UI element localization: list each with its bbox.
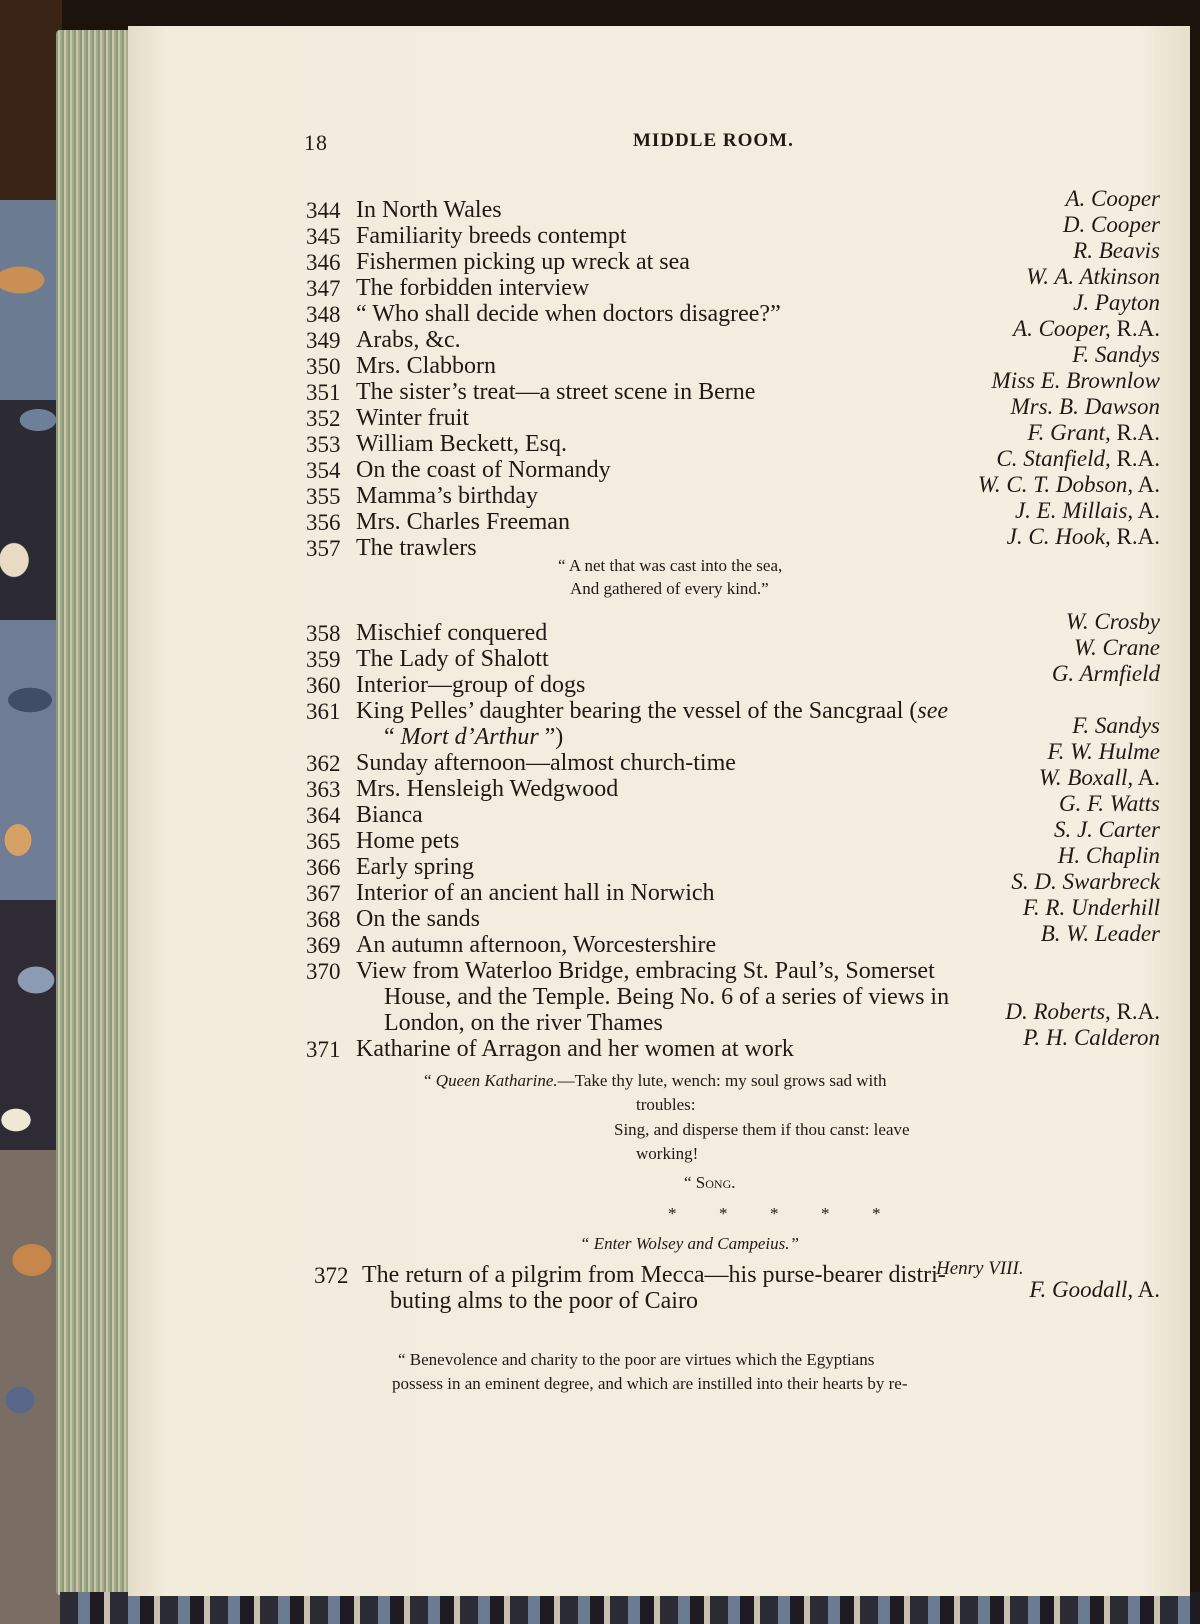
quote-speaker: Queen Katharine. xyxy=(435,1071,558,1090)
entry-number: 345 xyxy=(306,224,341,249)
entry-artist: R. Beavis xyxy=(1073,238,1160,263)
entry-artist: W. Crane xyxy=(1073,635,1160,660)
entry-title: The forbidden interview xyxy=(356,275,590,301)
entry-artist: A. Cooper, R.A. xyxy=(1013,316,1160,341)
quote-371-line2: troubles: xyxy=(636,1095,696,1114)
entry-number: 346 xyxy=(306,250,341,275)
entry-number: 354 xyxy=(306,458,341,483)
entry-title: Mrs. Clabborn xyxy=(356,353,496,379)
entry-title: The sister’s treat—a street scene in Berne xyxy=(356,379,756,405)
entry-artist: G. F. Watts xyxy=(1059,791,1160,816)
entry-artist: B. W. Leader xyxy=(1040,921,1160,946)
quote-371-line4: working! xyxy=(636,1144,699,1163)
entry-title: Early spring xyxy=(356,854,474,880)
marbled-edge xyxy=(0,0,62,1624)
entry-artist: S. D. Swarbreck xyxy=(1011,869,1160,894)
quote-371-source: Henry VIII. xyxy=(936,1258,1024,1279)
entry-artist: Miss E. Brownlow xyxy=(991,368,1160,393)
entry-artist-rank: R.A. xyxy=(1110,999,1160,1024)
entry-title: Fishermen picking up wreck at sea xyxy=(356,249,690,275)
entry-number: 368 xyxy=(306,907,341,932)
entry-title: On the sands xyxy=(356,906,480,932)
entry-artist: F. Grant, R.A. xyxy=(1027,420,1160,445)
entry-title: Mrs. Hensleigh Wedgwood xyxy=(356,776,619,802)
entry-artist: F. Sandys xyxy=(1072,342,1160,367)
entry-title: In North Wales xyxy=(356,197,502,223)
entry-title: “ Who shall decide when doctors disagree?” xyxy=(356,301,781,327)
entry-number: 350 xyxy=(306,354,341,379)
quote-372-line1: “ Benevolence and charity to the poor are virtues which the Egyptians xyxy=(398,1350,875,1369)
entry-number: 361 xyxy=(306,699,341,724)
entry-number: 359 xyxy=(306,647,341,672)
entry-number: 344 xyxy=(306,198,341,223)
entry-number: 356 xyxy=(306,510,341,535)
entry-number: 348 xyxy=(306,302,341,327)
entry-number: 357 xyxy=(306,536,341,561)
quote-371-line3: Sing, and disperse them if thou canst: leave xyxy=(614,1120,910,1139)
entry-artist: S. J. Carter xyxy=(1053,817,1160,842)
entry-artist-rank: A. xyxy=(1133,472,1160,497)
entry-number: 365 xyxy=(306,829,341,854)
entry-title: King Pelles’ daughter bearing the vessel of the Sancgraal (see xyxy=(356,698,949,724)
entry-title: View from Waterloo Bridge, embracing St. Paul’s, Somerset xyxy=(356,958,935,984)
entry-artist: Mrs. B. Dawson xyxy=(1010,394,1160,419)
entry-title: The Lady of Shalott xyxy=(356,646,549,672)
quote-371-enter: “ Enter Wolsey and Campeius.” xyxy=(580,1234,799,1253)
entry-title: Mamma’s birthday xyxy=(356,483,538,509)
entry-title: Home pets xyxy=(356,828,460,854)
entry-artist: J. E. Millais, A. xyxy=(1014,498,1160,523)
entry-artist: W. Crosby xyxy=(1065,609,1160,634)
catalogue-page xyxy=(128,26,1190,1596)
entry-artist-rank: R.A. xyxy=(1110,446,1160,471)
entry-artist: F. R. Underhill xyxy=(1022,895,1160,920)
entry-number: 369 xyxy=(306,933,341,958)
entry-title: Bianca xyxy=(356,802,423,828)
entry-number: 370 xyxy=(306,959,341,984)
quote-357-line1: “ A net that was cast into the sea, xyxy=(558,556,783,575)
entry-artist: C. Stanfield, R.A. xyxy=(996,446,1160,471)
entry-artist: A. Cooper xyxy=(1065,186,1160,211)
entry-artist-rank: R.A. xyxy=(1110,524,1160,549)
entry-number: 347 xyxy=(306,276,341,301)
entry-title: Winter fruit xyxy=(356,405,469,431)
entry-number: 351 xyxy=(306,380,341,405)
quote-371-song: “ Song. xyxy=(684,1173,736,1192)
entry-number: 360 xyxy=(306,673,341,698)
marbled-bottom-edge xyxy=(60,1592,1200,1624)
entry-title: Interior—group of dogs xyxy=(356,672,586,698)
entry-title: On the coast of Normandy xyxy=(356,457,611,483)
quote-text: —Take thy lute, wench: my soul grows sad with xyxy=(557,1071,887,1090)
entry-number: 364 xyxy=(306,803,341,828)
entry-artist: D. Cooper xyxy=(1062,212,1160,237)
entry-artist-rank: A. xyxy=(1133,765,1160,790)
entry-title-continued: London, on the river Thames xyxy=(384,1010,663,1036)
entry-title-continued: “ Mort d’Arthur ”) xyxy=(384,724,564,750)
entry-number: 366 xyxy=(306,855,341,880)
entry-artist: W. Boxall, A. xyxy=(1038,765,1160,790)
entry-artist: P. H. Calderon xyxy=(1023,1025,1160,1050)
entry-artist-rank: R.A. xyxy=(1110,316,1160,341)
entry-number: 355 xyxy=(306,484,341,509)
entry-artist: D. Roberts, R.A. xyxy=(1005,999,1160,1024)
entry-number: 367 xyxy=(306,881,341,906)
quote-371-stars: * * * * * xyxy=(668,1204,881,1223)
entry-artist: H. Chaplin xyxy=(1057,843,1160,868)
entry-artist: J. C. Hook, R.A. xyxy=(1006,524,1160,549)
entry-title-continued: buting alms to the poor of Cairo xyxy=(390,1288,698,1314)
entry-title: Katharine of Arragon and her women at work xyxy=(356,1036,794,1062)
entry-title: The return of a pilgrim from Mecca—his purse-bearer distri- xyxy=(362,1262,946,1288)
entry-number: 352 xyxy=(306,406,341,431)
entry-number: 362 xyxy=(306,751,341,776)
quote-357-line2: And gathered of every kind.” xyxy=(570,579,769,598)
entry-artist-rank: A. xyxy=(1133,498,1160,523)
entry-title-continued: House, and the Temple. Being No. 6 of a series of views in xyxy=(384,984,950,1010)
quote-371-line1 xyxy=(424,1071,886,1091)
entry-number: 353 xyxy=(306,432,341,457)
entry-title: Sunday afternoon—almost church-time xyxy=(356,750,736,776)
entry-artist-rank: R.A. xyxy=(1110,420,1160,445)
quote-mark: “ xyxy=(424,1071,436,1090)
entry-title: Arabs, &c. xyxy=(356,327,461,353)
entry-artist-rank: A. xyxy=(1133,1277,1160,1302)
entry-title: An autumn afternoon, Worcestershire xyxy=(356,932,717,958)
page-block-edge xyxy=(56,30,136,1595)
entry-title: Mrs. Charles Freeman xyxy=(356,509,570,535)
entry-artist: W. A. Atkinson xyxy=(1026,264,1160,289)
page-number: 18 xyxy=(304,130,328,155)
entry-artist: J. Payton xyxy=(1073,290,1160,315)
entry-title: William Beckett, Esq. xyxy=(356,431,567,457)
entry-artist: F. Goodall, A. xyxy=(1029,1277,1160,1302)
running-head: MIDDLE ROOM. xyxy=(633,130,794,151)
entry-number: 358 xyxy=(306,621,341,646)
entry-title-italic: see xyxy=(917,698,949,724)
entry-number: 372 xyxy=(314,1263,349,1288)
entry-artist: G. Armfield xyxy=(1051,661,1160,686)
entry-artist: W. C. T. Dobson, A. xyxy=(977,472,1160,497)
entry-artist: F. Sandys xyxy=(1072,713,1160,738)
entry-number: 363 xyxy=(306,777,341,802)
entry-number: 349 xyxy=(306,328,341,353)
entry-title: Familiarity breeds contempt xyxy=(356,223,627,249)
entry-artist: F. W. Hulme xyxy=(1047,739,1160,764)
quote-372-line2: possess in an eminent degree, and which are instilled into their hearts by re- xyxy=(392,1374,908,1393)
entry-title: Mischief conquered xyxy=(356,620,548,646)
entry-title: Interior of an ancient hall in Norwich xyxy=(356,880,715,906)
entry-title: The trawlers xyxy=(356,535,477,561)
entry-number: 371 xyxy=(306,1037,341,1062)
